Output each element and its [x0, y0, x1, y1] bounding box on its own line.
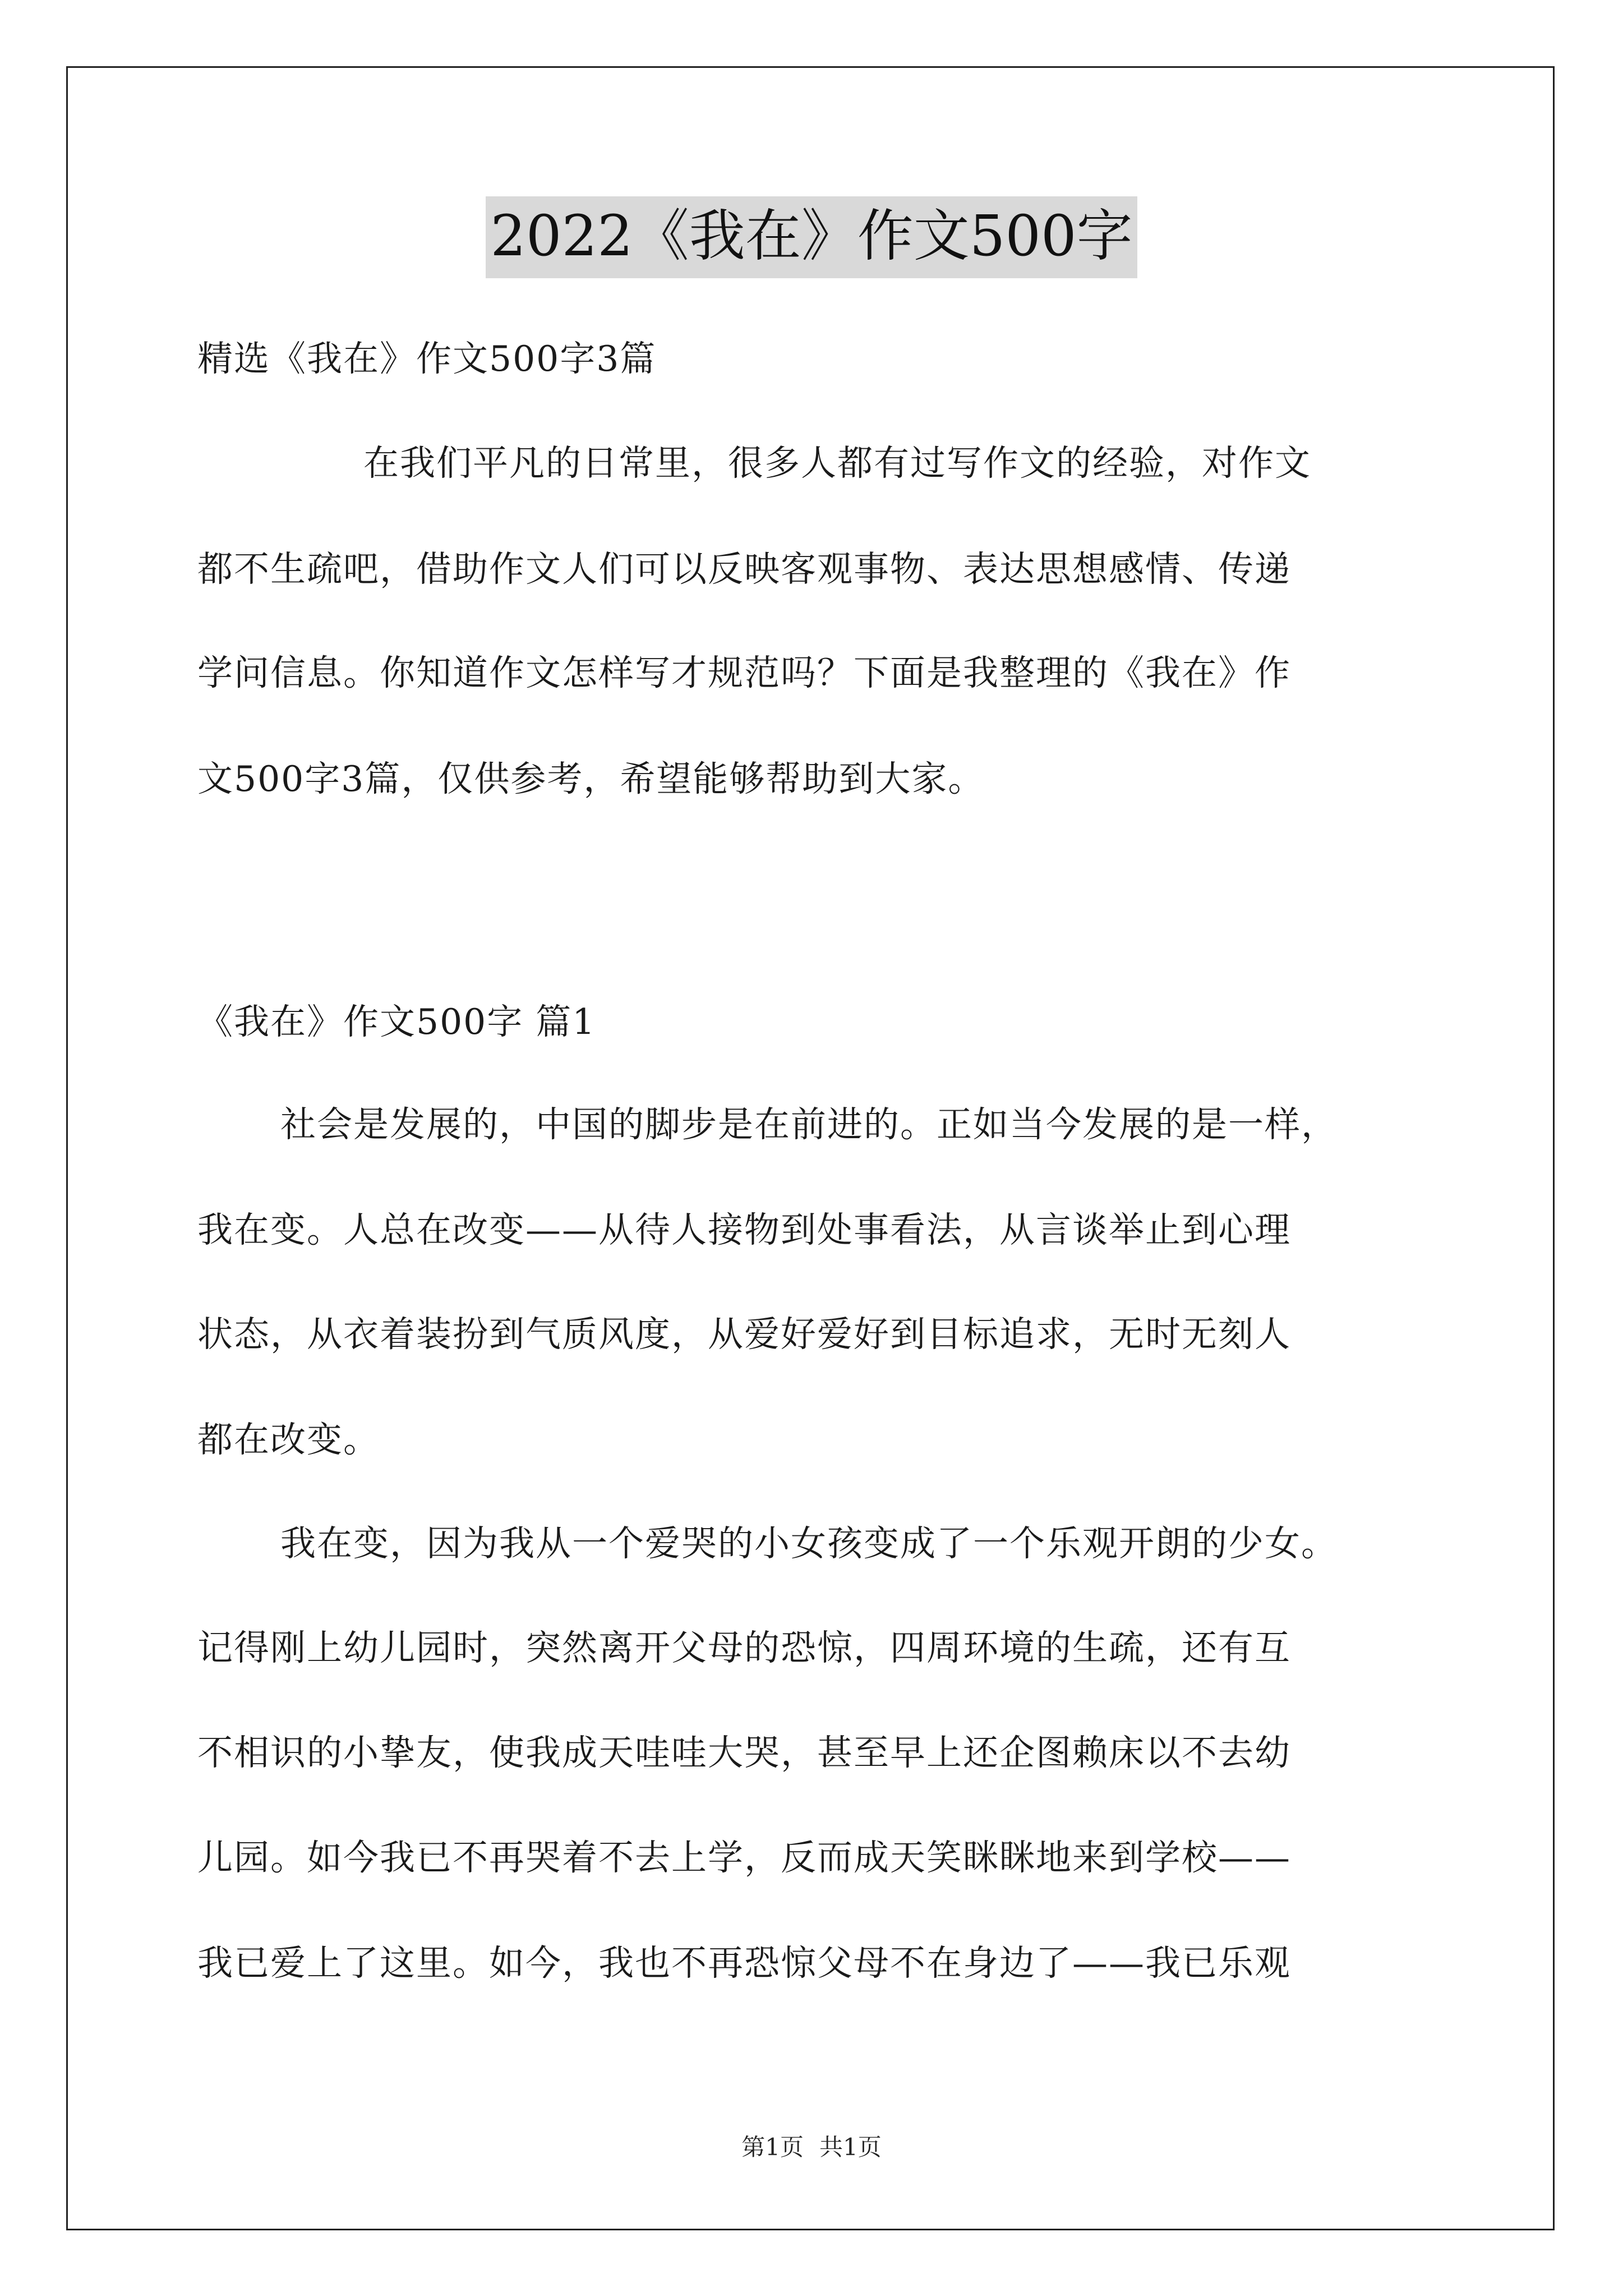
paragraph-line: 状态，从衣着装扮到气质风度，从爱好爱好到目标追求，无时无刻人	[197, 1314, 1291, 1355]
paragraph-line: 我在变，因为我从一个爱哭的小女孩变成了一个乐观开朗的少女。	[280, 1523, 1338, 1564]
intro-line: 在我们平凡的日常里，很多人都有过写作文的经验，对作文	[363, 443, 1311, 484]
section-heading: 《我在》作文500字 篇1	[197, 1001, 596, 1042]
intro-line: 都不生疏吧，借助作文人们可以反映客观事物、表达思想感情、传递	[197, 549, 1291, 590]
page-number: 第1页	[741, 2133, 804, 2161]
paragraph-line: 不相识的小挚友，使我成天哇哇大哭，甚至早上还企图赖床以不去幼	[197, 1732, 1291, 1773]
paragraph-line: 都在改变。	[197, 1419, 380, 1460]
title-container	[0, 196, 1623, 278]
page-border	[66, 66, 1555, 2230]
intro-line: 学问信息。你知道作文怎样写才规范吗？下面是我整理的《我在》作	[197, 652, 1291, 693]
paragraph-line: 记得刚上幼儿园时，突然离开父母的恐惊，四周环境的生疏，还有互	[197, 1627, 1291, 1668]
document-subtitle: 精选《我在》作文500字3篇	[197, 338, 657, 379]
paragraph-line: 我已爱上了这里。如今，我也不再恐惊父母不在身边了——我已乐观	[197, 1943, 1291, 1984]
page-footer	[0, 2131, 1623, 2164]
paragraph-line: 社会是发展的，中国的脚步是在前进的。正如当今发展的是一样，	[280, 1104, 1338, 1145]
paragraph-line: 儿园。如今我已不再哭着不去上学，反而成天笑眯眯地来到学校——	[197, 1837, 1291, 1878]
paragraph-line: 我在变。人总在改变——从待人接物到处事看法，从言谈举止到心理	[197, 1209, 1291, 1250]
document-title: 2022《我在》作文500字	[486, 196, 1137, 278]
intro-line: 文500字3篇，仅供参考，希望能够帮助到大家。	[197, 758, 985, 799]
page-total: 共1页	[819, 2133, 882, 2161]
